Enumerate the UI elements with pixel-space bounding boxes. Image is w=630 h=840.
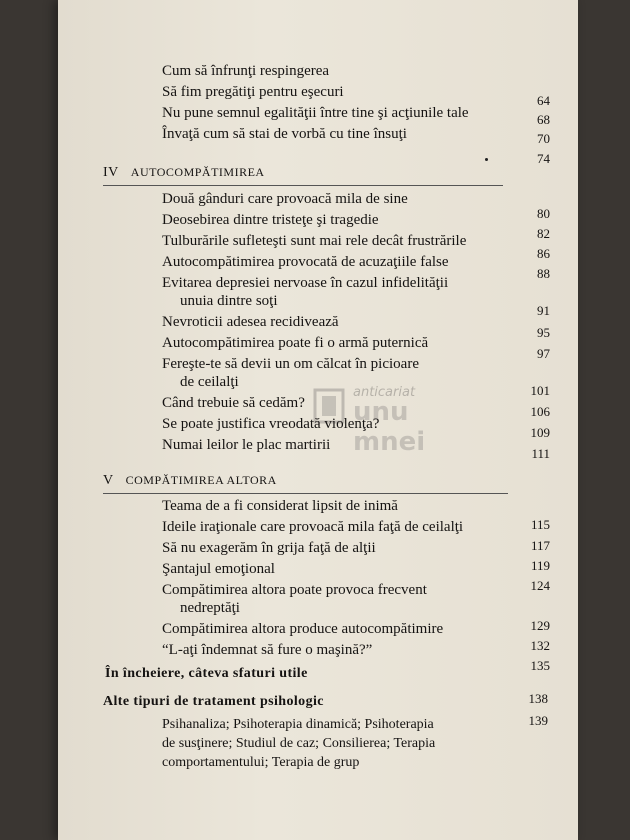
page-number: 70	[537, 131, 550, 146]
toc-entry: Autocompătimirea provocată de acuzaţiile false	[162, 254, 449, 270]
toc-entry: Învaţă cum să stai de vorbă cu tine însuţi	[162, 126, 407, 142]
toc-entry: Fereşte-te să devii un om călcat în picioare	[162, 356, 419, 372]
toc-entry: Teama de a fi considerat lipsit de inimă	[162, 498, 398, 514]
chapter-heading-v	[103, 473, 277, 489]
page-number: 86	[537, 246, 550, 261]
page-number: 115	[530, 517, 550, 532]
toc-entry: Compătimirea altora poate provoca frecvent	[162, 582, 427, 598]
page-number: 109	[530, 425, 550, 440]
toc-entry: Evitarea depresiei nervoase în cazul infidelităţii	[162, 275, 449, 291]
toc-entry: Nu pune semnul egalităţii între tine şi acţiunile tale	[162, 105, 469, 121]
page-number: 82	[537, 226, 550, 241]
toc-entry-continued: de ceilalţi	[180, 374, 239, 390]
toc-entry: Compătimirea altora produce autocompătimire	[162, 621, 444, 637]
page-number: 124	[530, 578, 550, 593]
page-number: 139	[528, 713, 548, 728]
toc-entry-continued: unuia dintre soţi	[180, 293, 278, 309]
toc-entry: Şantajul emoţional	[162, 561, 275, 577]
toc-entry: Deosebirea dintre tristeţe şi tragedie	[162, 212, 379, 228]
page-number: 132	[530, 638, 550, 653]
toc-entry: Cum să înfrunţi respingerea	[162, 63, 330, 79]
chapter-title: AUTOCOMPĂTIMIREA	[130, 165, 265, 179]
toc-entry: Să fim pregătiţi pentru eşecuri	[162, 84, 344, 100]
toc-entry: Numai leilor le plac martirii	[162, 437, 331, 453]
page-number: 135	[530, 658, 550, 673]
chapter-numeral: V	[103, 473, 114, 488]
page-number: 68	[537, 112, 550, 127]
toc-entry: Două gânduri care provoacă mila de sine	[162, 191, 408, 207]
page-number: 95	[537, 325, 550, 340]
book-page	[58, 0, 578, 840]
page-number: 80	[537, 206, 550, 221]
page-number: 97	[537, 346, 550, 361]
toc-entry: Autocompătimirea poate fi o armă puternică	[162, 335, 429, 351]
toc-entry: Când trebuie să cedăm?	[162, 395, 305, 411]
chapter-title: COMPĂTIMIREA ALTORA	[125, 473, 277, 487]
treatments-line: Psihanaliza; Psihoterapia dinamică; Psihoterapia	[162, 717, 434, 732]
treatments-line: de susţinere; Studiul de caz; Consilierea; Terapia	[162, 736, 436, 751]
page-number: 74	[537, 151, 550, 166]
page-number: 129	[530, 618, 550, 633]
divider	[103, 493, 508, 494]
page-number: 101	[530, 383, 550, 398]
chapter-heading-iv	[103, 165, 265, 181]
toc-entry: Se poate justifica vreodată violenţa?	[162, 416, 380, 432]
watermark-big-text: unu mnei	[353, 397, 426, 457]
page-number: 91	[537, 303, 550, 318]
page-number: 111	[531, 446, 550, 461]
page-number: 106	[530, 404, 550, 419]
page-number: 138	[528, 691, 548, 706]
other-treatments-heading: Alte tipuri de tratament psihologic	[103, 694, 324, 709]
page-number: 88	[537, 266, 550, 281]
toc-entry-continued: nedreptăţi	[180, 600, 240, 616]
divider	[103, 185, 503, 186]
conclusion-heading: În încheiere, câteva sfaturi utile	[105, 666, 308, 681]
watermark-top-text: anticariat	[353, 385, 416, 400]
toc-entry: Nevroticii adesea recidivează	[162, 314, 339, 330]
page-number: 119	[530, 558, 550, 573]
toc-entry: “L-aţi îndemnat să fure o maşină?”	[162, 642, 373, 658]
toc-entry: Tulburările sufleteşti sunt mai rele decât frustrările	[162, 233, 467, 249]
ink-dot	[485, 158, 488, 161]
toc-entry: Ideile iraţionale care provoacă mila faţă de ceilalţi	[162, 519, 464, 535]
treatments-line: comportamentului; Terapia de grup	[162, 755, 360, 770]
page-number: 64	[537, 93, 550, 108]
page-number: 117	[530, 538, 550, 553]
chapter-numeral: IV	[103, 165, 119, 180]
toc-entry: Să nu exagerăm în grija faţă de alţii	[162, 540, 376, 556]
